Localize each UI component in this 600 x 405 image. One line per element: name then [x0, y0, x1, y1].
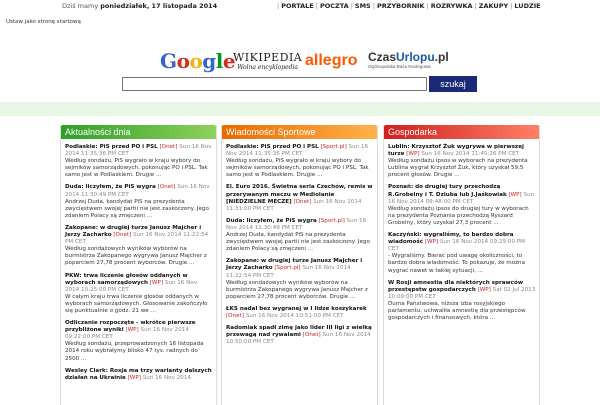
- news-title-link[interactable]: Podlaskie: PiS przed PO i PSL: [65, 144, 158, 150]
- news-body: Według sondażowych wyników wyborów na burmistrza Zakopanego wygrywa Janusz Majcher z poparciem 27,78 procent wyborców. Drugie ...: [65, 246, 207, 267]
- news-timestamp: Sat 02 Jul 2013 10:09:00 PM CET: [388, 286, 536, 300]
- column-header: Gospodarka: [384, 125, 539, 139]
- news-source[interactable]: [WP]: [424, 239, 439, 246]
- nav-rozrywka[interactable]: ROZRYWKA: [430, 2, 473, 10]
- news-source[interactable]: [Sport.pl]: [320, 144, 347, 150]
- news-title-link[interactable]: Duda: liczyłem, że PiS wygra: [226, 217, 317, 224]
- news-body: Według sondażu ipsos do drugiej tury w wyborach na prezydenta Poznania przechodzą Ryszard Grobelny, który uzyskał 27,3 procent ...: [388, 205, 529, 226]
- list-item: [65, 368, 213, 382]
- column-header: Wiadomości Sportowe: [222, 125, 377, 139]
- news-source[interactable]: [Onet]: [157, 184, 176, 191]
- news-title-link[interactable]: Lublin: Krzysztof Żuk wygrywa w pierwszej turze: [388, 144, 524, 158]
- news-source[interactable]: [Onet]: [113, 232, 132, 239]
- news-title-link[interactable]: ŁKS nadal bez wygranej w I lidze koszykarek: [226, 305, 367, 312]
- news-source[interactable]: [Onet]: [293, 198, 312, 205]
- news-timestamp: Sun 16 Nov 2014 10:50:00 PM CET: [226, 332, 371, 346]
- news-body: Andrzej Duda, kandydat PiS na prezydenta zwycięstwem swojej partii nie jest zaskoczony. Jego zdaniem Polacy są zmęczeni ...: [65, 198, 209, 219]
- list-item: [226, 184, 374, 212]
- news-source[interactable]: [WP]: [477, 286, 491, 293]
- list-item: [226, 306, 374, 320]
- divider-band: [0, 102, 600, 116]
- nav-portale[interactable]: PORTALE: [281, 2, 314, 10]
- set-start-page-link[interactable]: Ustaw jako stronę startową: [6, 19, 81, 25]
- news-body: Według sondażu, przeprowadzonych 16 listopada 2014 roku wybrałymy blisko 47 tys. radnych do 2500 ...: [65, 341, 204, 362]
- list-item: [388, 144, 536, 179]
- news-body: Według sondażowych wyników wyborów na burmistrza Zakopanego wygrywa Janusz Majcher z poparciem 27,78 procent wyborców. Drugie ...: [226, 279, 368, 300]
- news-source[interactable]: [WP]: [149, 279, 164, 286]
- news-timestamp: Sun 16 Nov 2014 11:35:36 PM CET: [226, 144, 369, 158]
- news-title-link[interactable]: Kaczyński: wygraliśmy, to bardzo dobra wiadomość: [388, 232, 514, 246]
- news-list: [384, 139, 539, 322]
- news-body: Duma Państwowa, niższa izba rosyjskiego parlamentu, uchwaliła amnestię dla przestępców gospodarczych i finansowych, która ...: [388, 300, 526, 322]
- news-source[interactable]: [WP]: [127, 374, 141, 381]
- list-item: [226, 218, 374, 253]
- news-body: W całym kraju trwa liczenie głosów oddanych w wyborach samorządowych. Głosowanie zakończyło się punktualnie o godz. 21 we ...: [65, 293, 208, 314]
- nav-zakupy[interactable]: ZAKUPY: [478, 2, 509, 10]
- search-button[interactable]: szukaj: [429, 76, 477, 92]
- news-title-link[interactable]: Zakopane: w drugiej turze Janusz Majcher i Jerzy Zacharko: [226, 258, 363, 272]
- news-timestamp: Sun 16 Nov 2014 11:22:54 PM CET: [65, 232, 209, 246]
- news-timestamp: Sun 16 Nov 2014 11:35:36 PM CET: [65, 144, 212, 158]
- news-timestamp: Sun 16 Nov 2014 10:25:00 PM CET: [65, 279, 198, 293]
- news-column-aktualnosci: [60, 125, 217, 405]
- news-timestamp: Sun 16 Nov 2014 09:48:00 PM CET: [388, 191, 535, 205]
- news-source[interactable]: [WP]: [406, 151, 420, 158]
- news-timestamp: Sun 16 Nov 2014 11:22:54 PM CET: [226, 265, 351, 279]
- list-item: [388, 232, 536, 275]
- logos-row: [0, 46, 600, 80]
- news-title-link[interactable]: El. Euro 2016. Świetna seria Czechów, remis w przerywanym meczu w Mediolanie [NIEDZIELNE MECZE]: [226, 184, 373, 205]
- news-timestamp: Sun 16 Nov 2014 11:30:49 PM CET: [226, 217, 367, 231]
- news-title-link[interactable]: PKW: trwa liczenie głosów oddanych w wyborach samorządowych: [65, 272, 188, 286]
- list-item: [226, 325, 374, 346]
- nav-ludzie[interactable]: LUDZIE: [514, 2, 541, 10]
- news-column-sport: [221, 125, 378, 405]
- google-logo[interactable]: Google: [160, 49, 236, 73]
- news-source[interactable]: [WP]: [125, 327, 139, 334]
- list-item: [65, 184, 213, 219]
- list-item: [388, 280, 536, 323]
- news-title-link[interactable]: Wesley Clark: Rosja ma trzy warianty dalszych działań na Ukrainie: [65, 367, 212, 381]
- news-list: [61, 139, 216, 382]
- news-title-link[interactable]: Podlaskie: PiS przed PO i PSL: [226, 144, 319, 150]
- news-body: Według sondażu, PiS wygrało w kraju wybory do sejmików samorządowych, pokonując PO i PSL. Tak samo jest w Podlaskiem. Drugie ...: [226, 158, 369, 179]
- list-item: [388, 184, 536, 227]
- nav-poczta[interactable]: POCZTA: [319, 2, 349, 10]
- news-column-gospodarka: [383, 125, 540, 405]
- news-title-link[interactable]: Odliczanie rozpoczęte - wkrótce pierwsze przybliżone wyniki: [65, 320, 196, 334]
- news-title-link[interactable]: Duda: liczyłem, że PiS wygra: [65, 184, 156, 191]
- top-nav: | PORTALE | POCZTA | SMS | PRZYBORNIK | ROZRYWKA | ZAKUPY | LUDZIE: [277, 2, 541, 10]
- list-item: [65, 320, 213, 363]
- czasurlopu-logo[interactable]: CzasUrlopu.pl Ogólnopolska Baza Noclegowa: [368, 50, 449, 69]
- news-title-link[interactable]: W Rosji amnestia dla niektórych sprawców przestępstw gospodarczych: [388, 279, 523, 293]
- list-item: [65, 144, 213, 179]
- nav-sms[interactable]: SMS: [354, 2, 371, 10]
- news-body: - Wygraliśmy. Bierać pod uwagę okoliczności, to bardzo dobra wiadomość. To pokazuje, że można wygrać nawet w takiej sytuacji, ...: [388, 253, 526, 274]
- news-body: Według sondażu ipsos w wyborach na prezydenta Lublina wygrał Krzysztof Żuk, który uzyskał 59,5 procent głosów. Drugie ...: [388, 158, 528, 179]
- news-timestamp: Sun 16 Nov 2014 10:51:00 PM CET: [245, 312, 344, 319]
- news-timestamp: Sun 16 Nov 2014 11:31:00 PM CET: [226, 198, 362, 212]
- nav-przybornik[interactable]: PRZYBORNIK: [376, 2, 425, 10]
- news-timestamp: Sun 16 Nov 2014 09:29:00 PM CET: [388, 239, 525, 253]
- news-timestamp: Sun 16 Nov 2014 11:30:49 PM CET: [65, 184, 210, 198]
- news-source[interactable]: [Sport.pl]: [318, 217, 345, 224]
- column-header: Aktualności dnia: [61, 125, 216, 139]
- news-list: [222, 139, 377, 346]
- news-title-link[interactable]: Zakopane: w drugiej turze Janusz Majcher i Jerzy Zacharko: [65, 224, 202, 239]
- news-timestamp: Sun 16 Nov 2014: [142, 374, 191, 381]
- news-source[interactable]: [Onet]: [302, 332, 321, 339]
- list-item: [226, 258, 374, 301]
- list-item: [65, 273, 213, 316]
- news-timestamp: Sun 16 Nov 2014 11:45:26 PM CET: [421, 151, 520, 158]
- news-source[interactable]: [WP]: [508, 191, 522, 198]
- allegro-logo[interactable]: allegro: [305, 52, 358, 69]
- news-body: Według sondażu, PiS wygrało w kraju wybory do sejmików samorządowych, pokonując PO i PSL. Tak samo jest w Podlaskiem. Drugie ...: [65, 158, 208, 179]
- news-title-link[interactable]: Poznań: do drugiej tury przechodzą R.Grobelny i T. Dziuba lub J.Jaśkowiak: [388, 184, 507, 198]
- news-timestamp: Sun 16 Nov 2014 09:22:00 PM CET: [65, 327, 189, 341]
- search-input[interactable]: [122, 77, 427, 91]
- list-item: [65, 225, 213, 268]
- search-bar: [122, 76, 477, 92]
- date-text: Dziś mamy poniedziałek, 17 listopada 2014: [62, 2, 218, 10]
- news-title-link[interactable]: Radomiak spadł zimę jako lider III ligi z wielką przewagą nad rywalami: [226, 325, 372, 339]
- top-bar: [0, 0, 600, 12]
- list-item: [226, 144, 374, 179]
- news-source[interactable]: [Onet]: [159, 144, 178, 150]
- news-source[interactable]: [Sport.pl]: [274, 265, 301, 272]
- news-source[interactable]: [Onet]: [226, 312, 244, 319]
- wikipedia-logo[interactable]: WIKIPEDIA Wolna encyklopedia: [233, 51, 303, 71]
- news-body: Andrzej Duda, kandydat PiS na prezydenta zwycięstwem swojej partii nie jest zaskoczony. Jego zdaniem Polacy są zmęczeni ...: [226, 232, 370, 253]
